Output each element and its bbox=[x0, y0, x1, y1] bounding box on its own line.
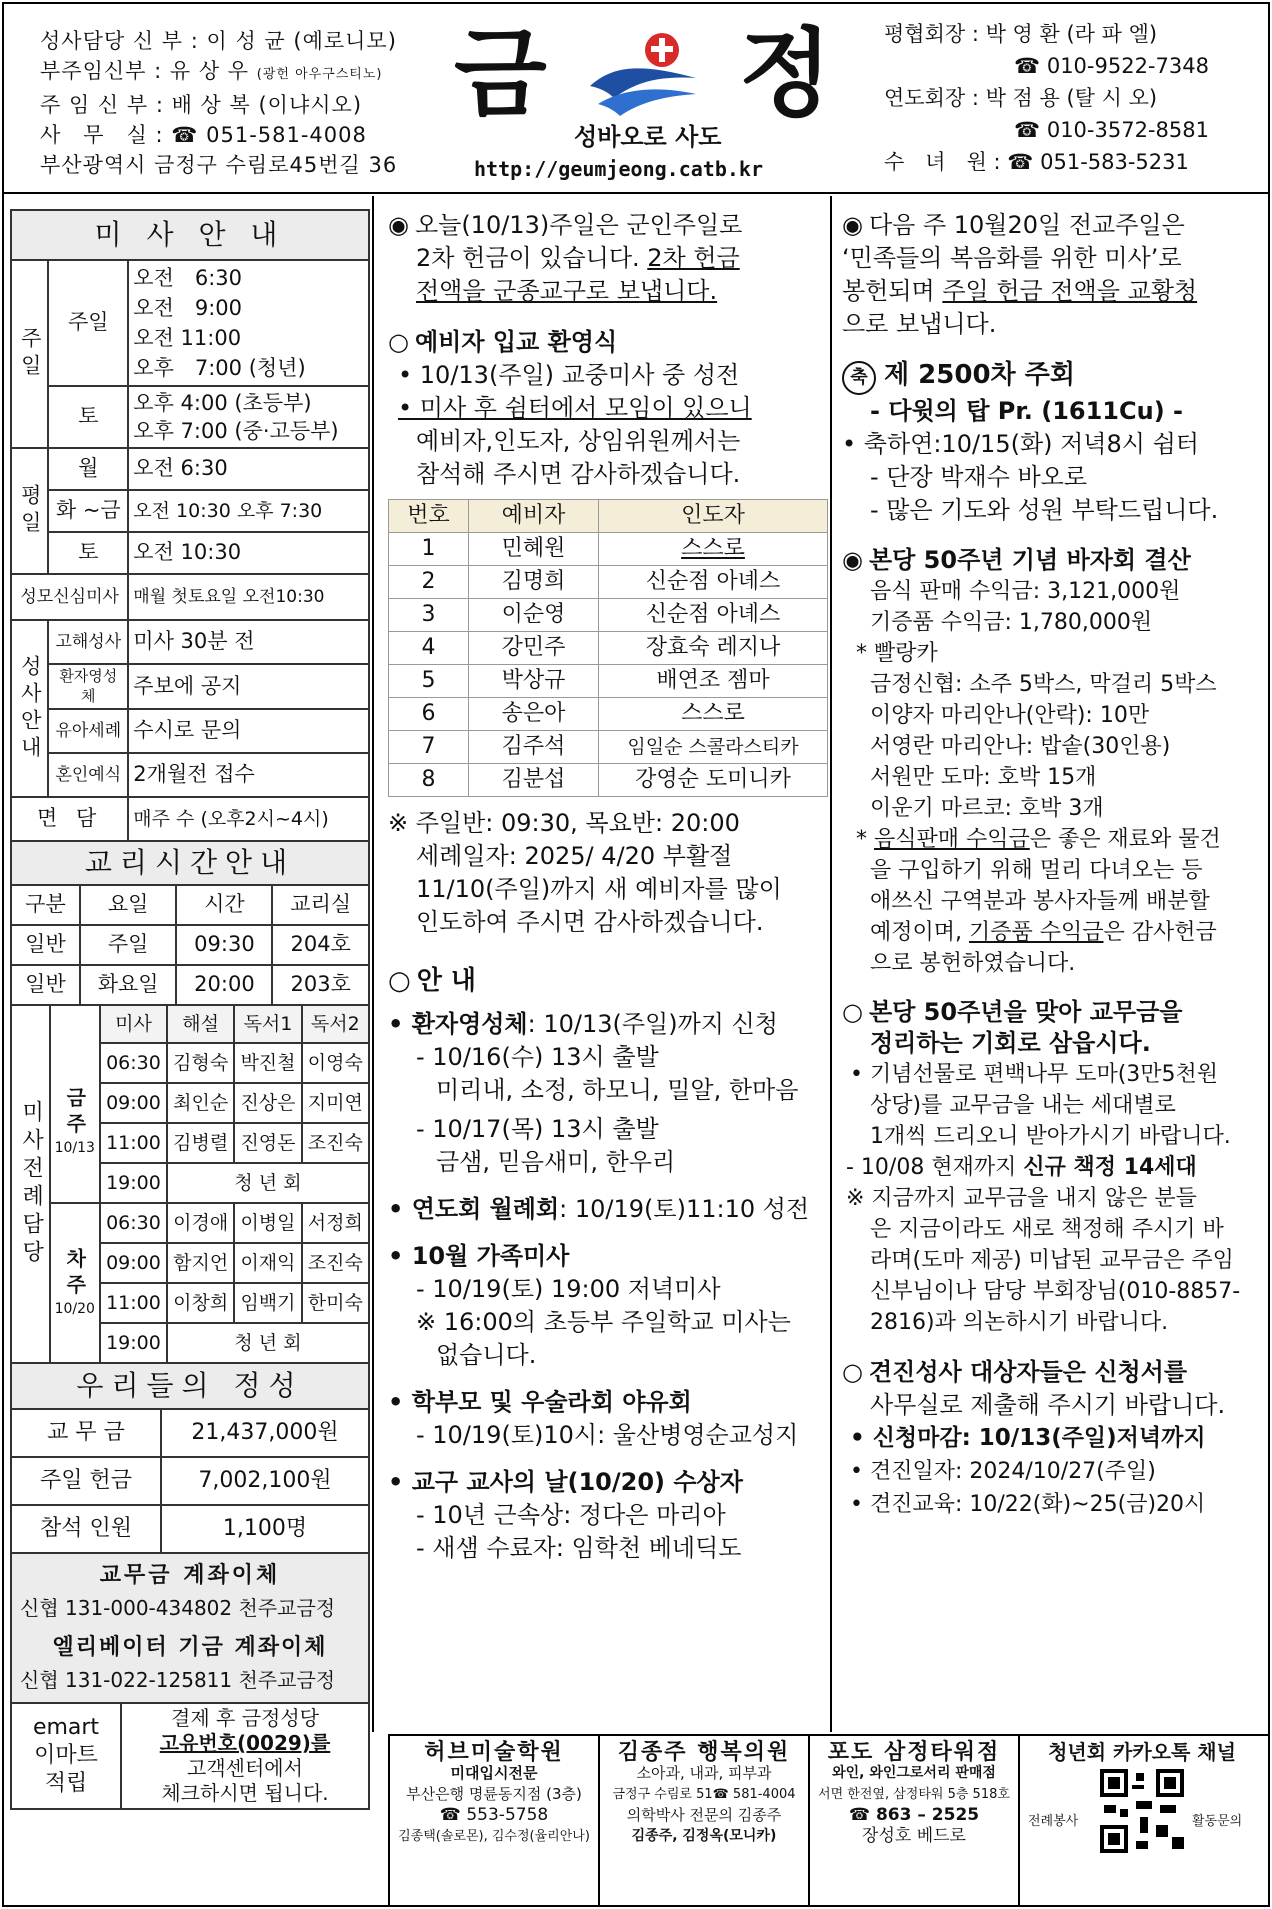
council-contacts bbox=[884, 18, 1209, 178]
ad-herb-art-academy bbox=[388, 1734, 598, 1907]
bulletin-page bbox=[2, 2, 1270, 1907]
catechumen-table bbox=[388, 499, 828, 797]
emart-line: 결제 후 금정성당 bbox=[171, 1706, 319, 1730]
catechism-cell: 화요일 bbox=[80, 965, 177, 1005]
contact-phone: ☎ 010-9522-7348 bbox=[1014, 54, 1209, 78]
catechism-header: 요일 bbox=[80, 885, 177, 925]
heart-mass-label: 성모신심미사 bbox=[11, 574, 128, 620]
liturgy-header: 미사 bbox=[100, 1005, 167, 1043]
saturday-label: 토 bbox=[48, 386, 128, 448]
circle-bullet-icon: ○ bbox=[842, 998, 863, 1026]
notice-text: • 미사 후 쉼터에서 모임이 있으니 bbox=[398, 394, 752, 422]
section-title: 예비자 입교 환영식 bbox=[414, 328, 618, 356]
notice-text: 을 구입하기 위해 멀리 다녀오는 등 bbox=[870, 858, 1203, 883]
section-title: 안 내 bbox=[416, 966, 476, 996]
notice-heading: • 학부모 및 우술라회 야유회 bbox=[388, 1388, 692, 1416]
mass-time: 오전 9:00 bbox=[133, 296, 243, 320]
cand-cell: 스스로 bbox=[599, 698, 828, 731]
notice-text: • 견진일자: 2024/10/27(주일) bbox=[850, 1459, 1156, 1484]
catechumen-note bbox=[388, 807, 828, 939]
offering-label: 교 무 금 bbox=[11, 1409, 161, 1457]
cand-header: 인도자 bbox=[599, 500, 828, 533]
cand-cell: 이순영 bbox=[469, 599, 599, 632]
notice-text: 금샘, 믿음새미, 한우리 bbox=[436, 1148, 676, 1176]
liturgy-cell: 지미연 bbox=[302, 1083, 369, 1123]
offering-table bbox=[10, 1362, 370, 1704]
mass-time: 오후 4:00 (초등부) bbox=[133, 391, 312, 415]
catechism-table bbox=[10, 840, 370, 1006]
week-date: 10/20 bbox=[54, 1300, 95, 1317]
notice-text: 기증품 수익금 bbox=[969, 920, 1104, 945]
bulletin-header bbox=[4, 4, 1268, 194]
notice-text: 으로 보냅니다. bbox=[842, 310, 997, 338]
week-group-label bbox=[50, 1203, 100, 1363]
cand-cell: 3 bbox=[389, 599, 469, 632]
notice-text: 11/10(주일)까지 새 예비자를 많이 bbox=[416, 875, 782, 903]
catechism-cell: 일반 bbox=[11, 965, 80, 1005]
cand-header: 번호 bbox=[389, 500, 469, 533]
offering-label: 주일 헌금 bbox=[11, 1457, 161, 1505]
notice-text: 은 지금이라도 새로 책정해 주시기 바 bbox=[870, 1217, 1224, 1242]
section-title: 정리하는 기회로 삼읍시다. bbox=[870, 1029, 1151, 1057]
mass-time: 오후 7:00 (청년) bbox=[133, 356, 306, 380]
liturgy-cell: 박진철 bbox=[234, 1043, 301, 1083]
ad-happy-clinic bbox=[598, 1734, 808, 1907]
ad-line: 부산은행 명륜동지점 (3층) bbox=[406, 1785, 582, 1803]
account-box bbox=[11, 1553, 369, 1703]
cand-cell: 6 bbox=[389, 698, 469, 731]
liturgy-cell: 이재익 bbox=[234, 1243, 301, 1283]
offering-label: 참석 인원 bbox=[11, 1505, 161, 1553]
notice-text: - 새샘 수료자: 임학천 베네딕도 bbox=[416, 1534, 742, 1562]
ad-line: 미대입시전문 bbox=[450, 1764, 538, 1782]
notice-text: 상당)를 교무금을 내는 세대별로 bbox=[870, 1093, 1176, 1118]
military-sunday-notice bbox=[388, 209, 828, 308]
ad-podo-wine bbox=[808, 1734, 1018, 1907]
liturgy-cell: 19:00 bbox=[100, 1163, 167, 1203]
notice-text: • 기념선물로 편백나무 도마(3만5천원 bbox=[850, 1062, 1219, 1087]
mass-schedule-table bbox=[10, 209, 370, 842]
cand-cell: 신순점 아녜스 bbox=[599, 566, 828, 599]
mass-schedule-title: 미 사 안 내 bbox=[11, 210, 369, 260]
catechism-cell: 09:30 bbox=[176, 925, 272, 965]
saturday-times bbox=[128, 386, 369, 448]
announcements bbox=[388, 965, 828, 1565]
notice-text: * 빨랑카 bbox=[856, 641, 938, 666]
legion-meeting-notice bbox=[842, 359, 1262, 527]
cand-cell: 신순점 아녜스 bbox=[599, 599, 828, 632]
contact-phone: ☎ 010-3572-8581 bbox=[1014, 118, 1209, 142]
notice-text: 2816)과 의논하시기 바랍니다. bbox=[870, 1310, 1169, 1335]
ad-line: 김종주, 김정옥(모니카) bbox=[631, 1828, 777, 1844]
confirmation-notice bbox=[842, 1356, 1262, 1521]
notice-text: ※ 주일반: 09:30, 목요반: 20:00 bbox=[388, 809, 740, 837]
bazaar-settlement bbox=[842, 545, 1262, 979]
cand-cell: 2 bbox=[389, 566, 469, 599]
liturgy-side-label: 미사전례담당 bbox=[11, 1005, 50, 1363]
notice-heading: • 연도회 월례회 bbox=[388, 1195, 560, 1223]
notice-text: 신부님이나 담당 부회장님(010-8857- bbox=[870, 1279, 1241, 1304]
liturgy-youth: 청 년 회 bbox=[167, 1163, 369, 1203]
sponsor-ads bbox=[388, 1734, 1268, 1907]
liturgy-cell: 11:00 bbox=[100, 1283, 167, 1323]
tithe-notice bbox=[842, 997, 1262, 1338]
ad-line: 금정구 수림로 51☎ 581-4004 bbox=[612, 1787, 796, 1802]
elevator-fund-title: 엘리베이터 기금 계좌이체 bbox=[52, 1635, 328, 1660]
liturgy-header: 해설 bbox=[167, 1005, 234, 1043]
circle-bullet-icon: ○ bbox=[388, 328, 409, 356]
mass-time: 오후 7:00 (중·고등부) bbox=[133, 419, 339, 443]
ad-line: 활동문의 bbox=[1192, 1814, 1243, 1829]
staff-line: 성사담당 신 부 : 이 성 균 (예로니모) bbox=[40, 29, 397, 53]
ad-line: 전례봉사 bbox=[1028, 1814, 1079, 1829]
cand-cell: 8 bbox=[389, 764, 469, 797]
parish-url[interactable]: http://geumjeong.catb.kr bbox=[474, 157, 763, 181]
cand-cell: 강민주 bbox=[469, 632, 599, 665]
parish-logo-icon bbox=[584, 24, 704, 124]
weekday-day: 토 bbox=[48, 532, 128, 574]
sunday-label: 주일 bbox=[11, 260, 48, 448]
emart-line: 체크하시면 됩니다. bbox=[161, 1781, 329, 1805]
ad-line: 와인, 와인그로서리 판매점 bbox=[832, 1765, 996, 1781]
ad-phone: ☎ 863 – 2525 bbox=[848, 1805, 980, 1825]
liturgy-cell: 진상은 bbox=[234, 1083, 301, 1123]
notice-text: 예정이며, bbox=[870, 920, 969, 945]
ad-phone: ☎ 553-5758 bbox=[439, 1805, 549, 1825]
weekday-time: 오전 10:30 오후 7:30 bbox=[128, 490, 369, 532]
badge-text: 축 bbox=[850, 367, 868, 388]
liturgy-cell: 한미숙 bbox=[302, 1283, 369, 1323]
cand-cell: 김명희 bbox=[469, 566, 599, 599]
circle-bullet-icon: ○ bbox=[842, 1358, 863, 1386]
catechism-header: 교리실 bbox=[272, 885, 369, 925]
notice-text: 봉헌되며 bbox=[842, 277, 943, 305]
section-title: 제 2500차 주회 bbox=[884, 360, 1075, 390]
emart-points-box bbox=[10, 1702, 370, 1810]
cand-cell: 7 bbox=[389, 731, 469, 764]
notice-heading: • 환자영성체 bbox=[388, 1010, 528, 1038]
sunday-sub-label: 주일 bbox=[48, 260, 128, 386]
liturgy-cell: 진영돈 bbox=[234, 1123, 301, 1163]
cand-cell: 김주석 bbox=[469, 731, 599, 764]
liturgy-duty-table bbox=[10, 1004, 370, 1364]
notice-text: 다음 주 10월20일 전교주일은 bbox=[868, 211, 1185, 239]
catechism-title: 교리시간안내 bbox=[11, 841, 369, 885]
catechism-cell: 204호 bbox=[272, 925, 369, 965]
weekday-day: 월 bbox=[48, 448, 128, 490]
section-title: 본당 50주년 기념 바자회 결산 bbox=[868, 546, 1191, 574]
notice-text: 음식판매 수익금 bbox=[874, 827, 1030, 852]
notice-text: 미리내, 소정, 하모니, 밀알, 한마음 bbox=[436, 1076, 799, 1104]
column-divider bbox=[830, 196, 832, 1732]
offering-value: 1,100명 bbox=[161, 1505, 369, 1553]
notice-text: • 10/13(주일) 교중미사 중 성전 bbox=[398, 361, 740, 389]
celebration-badge-icon bbox=[842, 361, 876, 395]
notice-text: 1개씩 드리오니 받아가시기 바랍니다. bbox=[870, 1124, 1231, 1149]
circle-bullet-icon: ○ bbox=[388, 966, 411, 996]
parish-subtitle: 성바오로 사도 bbox=[574, 123, 722, 151]
notice-text: ‘민족들의 복음화를 위한 미사’로 bbox=[842, 244, 1182, 272]
mass-time: 오전 11:00 bbox=[133, 326, 242, 350]
cand-cell: 임일순 스콜라스티카 bbox=[599, 731, 828, 764]
notice-text: 기증품 수익금: 1,780,000원 bbox=[870, 610, 1153, 635]
interview-label: 면 담 bbox=[11, 797, 128, 841]
liturgy-cell: 조진숙 bbox=[302, 1123, 369, 1163]
week-date: 10/13 bbox=[54, 1140, 95, 1157]
liturgy-header: 독서2 bbox=[302, 1005, 369, 1043]
notice-text: 은 감사헌금 bbox=[1103, 920, 1217, 945]
contact-line: 평협회장 : 박 영 환 (라 파 엘) bbox=[884, 22, 1158, 46]
weekday-label: 평일 bbox=[11, 448, 48, 574]
cand-cell: 김분섭 bbox=[469, 764, 599, 797]
qr-code-icon[interactable] bbox=[1100, 1769, 1184, 1853]
contact-line: 수 녀 원 : ☎ 051-583-5231 bbox=[884, 150, 1189, 174]
cand-cell: 송은아 bbox=[469, 698, 599, 731]
staff-line-note: (광헌 아우구스티노) bbox=[256, 67, 383, 82]
catechumen-welcome bbox=[388, 326, 828, 491]
notice-text: 인도하여 주시면 감사하겠습니다. bbox=[416, 908, 764, 936]
donor-line: 금정신협: 소주 5박스, 막걸리 5박스 bbox=[870, 672, 1217, 697]
sacrament-name: 혼인예식 bbox=[48, 753, 128, 797]
liturgy-cell: 이영숙 bbox=[302, 1043, 369, 1083]
cand-cell: 강영순 도미니카 bbox=[599, 764, 828, 797]
sunday-times bbox=[128, 260, 369, 386]
sacrament-name: 고해성사 bbox=[48, 620, 128, 664]
ad-line: 서면 한전옆, 삼정타워 5층 518호 bbox=[818, 1787, 1010, 1802]
staff-line: 부주임신부 : 유 상 우 bbox=[40, 59, 257, 83]
weekday-time: 오전 6:30 bbox=[128, 448, 369, 490]
liturgy-cell: 함지언 bbox=[167, 1243, 234, 1283]
cand-cell: 박상규 bbox=[469, 665, 599, 698]
sacrament-info: 2개월전 접수 bbox=[128, 753, 369, 797]
cand-cell: 1 bbox=[389, 533, 469, 566]
notice-text: - 10년 근속상: 정다은 마리아 bbox=[416, 1501, 726, 1529]
emart-logo bbox=[11, 1703, 121, 1809]
heart-mass-time: 매월 첫토요일 오전10:30 bbox=[128, 574, 369, 620]
cand-cell: 장효숙 레지나 bbox=[599, 632, 828, 665]
notice-text: 세례일자: 2025/ 4/20 부활절 bbox=[416, 842, 733, 870]
weekday-time: 오전 10:30 bbox=[128, 532, 369, 574]
ad-title: 김종주 행복의원 bbox=[617, 1740, 791, 1765]
tithe-transfer-title: 교무금 계좌이체 bbox=[99, 1563, 281, 1588]
liturgy-youth: 청 년 회 bbox=[167, 1323, 369, 1363]
ad-line: 소아과, 내과, 피부과 bbox=[636, 1764, 772, 1782]
emart-logo-text: 이마트 bbox=[34, 1743, 98, 1768]
week-group-label bbox=[50, 1043, 100, 1203]
catechism-cell: 주일 bbox=[80, 925, 177, 965]
notice-text: 애쓰신 구역분과 봉사자들께 배분할 bbox=[870, 889, 1210, 914]
emart-logo-text: emart bbox=[32, 1715, 100, 1740]
emart-logo-text: 적립 bbox=[44, 1771, 88, 1796]
liturgy-header: 독서1 bbox=[234, 1005, 301, 1043]
mission-sunday-notice bbox=[842, 209, 1262, 341]
offering-title: 우리들의 정성 bbox=[11, 1363, 369, 1409]
mass-time: 오전 6:30 bbox=[133, 266, 243, 290]
notice-text: 으로 봉헌하였습니다. bbox=[870, 951, 1076, 976]
liturgy-cell: 09:00 bbox=[100, 1083, 167, 1123]
weekday-day: 화 ~금 bbox=[48, 490, 128, 532]
sacrament-name: 유아세례 bbox=[48, 709, 128, 753]
contact-line: 연도회장 : 박 점 용 (탈 시 오) bbox=[884, 86, 1158, 110]
catechism-cell: 일반 bbox=[11, 925, 80, 965]
notice-text: - 많은 기도와 성원 부탁드립니다. bbox=[870, 496, 1219, 524]
middle-column bbox=[388, 209, 828, 1583]
notice-text: - 단장 박재수 바오로 bbox=[870, 463, 1088, 491]
notice-text: 2차 헌금 bbox=[647, 244, 740, 272]
ad-youth-kakao bbox=[1018, 1734, 1264, 1907]
notice-bullet-icon: ◉ bbox=[388, 211, 409, 239]
donor-line: 서원만 도마: 호박 15개 bbox=[870, 765, 1097, 790]
notice-text: - 10/17(목) 13시 출발 bbox=[416, 1115, 659, 1143]
notice-text: - 10/19(토) 19:00 저녁미사 bbox=[416, 1275, 721, 1303]
liturgy-cell: 09:00 bbox=[100, 1243, 167, 1283]
notice-text: 오늘(10/13)주일은 군인주일로 bbox=[414, 211, 743, 239]
donor-line: 서영란 마리안나: 밥솥(30인용) bbox=[870, 734, 1171, 759]
liturgy-cell: 이창희 bbox=[167, 1283, 234, 1323]
emart-line: 고객센터에서 bbox=[187, 1756, 303, 1780]
notice-text: 참석해 주시면 감사하겠습니다. bbox=[416, 460, 741, 488]
liturgy-cell: 최인순 bbox=[167, 1083, 234, 1123]
sacrament-info: 미사 30분 전 bbox=[128, 620, 369, 664]
notice-text: 음식 판매 수익금: 3,121,000원 bbox=[870, 579, 1181, 604]
emart-code: 고유번호(0029)를 bbox=[159, 1731, 331, 1755]
notice-text: 은 좋은 재료와 물건 bbox=[1029, 827, 1221, 852]
notice-text: 예비자,인도자, 상임위원께서는 bbox=[416, 427, 741, 455]
section-title: 견진성사 대상자들은 신청서를 bbox=[868, 1358, 1188, 1386]
liturgy-cell: 이경애 bbox=[167, 1203, 234, 1243]
ad-line: 김종택(솔로몬), 김수정(율리안나) bbox=[398, 1829, 590, 1844]
week-label: 금주 bbox=[62, 1087, 87, 1140]
column-divider bbox=[372, 196, 374, 1732]
ad-line: 의학박사 전문의 김종주 bbox=[626, 1806, 782, 1824]
notice-text: 신규 책정 14세대 bbox=[1023, 1155, 1197, 1180]
liturgy-cell: 06:30 bbox=[100, 1043, 167, 1083]
ad-title: 허브미술학원 bbox=[424, 1740, 564, 1765]
notice-text: 전액을 군종교구로 보냅니다. bbox=[416, 277, 718, 305]
catechism-header: 시간 bbox=[176, 885, 272, 925]
cand-cell: 스스로 bbox=[599, 533, 828, 566]
cand-cell: 민혜원 bbox=[469, 533, 599, 566]
ad-title: 포도 삼정타워점 bbox=[827, 1740, 1001, 1765]
liturgy-cell: 06:30 bbox=[100, 1203, 167, 1243]
notice-text: - 10/08 현재까지 bbox=[846, 1155, 1024, 1180]
right-column bbox=[842, 209, 1262, 1539]
ad-title: 청년회 카카오톡 채널 bbox=[1048, 1740, 1236, 1764]
notice-text: ※ 16:00의 초등부 주일학교 미사는 bbox=[416, 1308, 791, 1336]
notice-text: • 축하연:10/15(화) 저녁8시 쉼터 bbox=[842, 430, 1199, 458]
staff-line: 주 임 신 부 : 배 상 복 (이냐시오) bbox=[40, 93, 363, 117]
notice-bullet-icon: ◉ bbox=[842, 546, 863, 574]
cand-cell: 4 bbox=[389, 632, 469, 665]
sacrament-name: 환자영성체 bbox=[48, 664, 128, 709]
office-phone: 사 무 실 : ☎ 051-581-4008 bbox=[40, 123, 367, 147]
tithe-account: 신협 131-000-434802 천주교금정 bbox=[20, 1596, 336, 1620]
liturgy-cell: 김병렬 bbox=[167, 1123, 234, 1163]
catechism-header: 구분 bbox=[11, 885, 80, 925]
cand-cell: 배연조 젬마 bbox=[599, 665, 828, 698]
notice-subtitle: - 다윗의 탑 Pr. (1611Cu) - bbox=[870, 397, 1183, 425]
liturgy-cell: 김형숙 bbox=[167, 1043, 234, 1083]
notice-text: 라며(도마 제공) 미납된 교무금은 주임 bbox=[870, 1248, 1234, 1273]
notice-bullet-icon: ◉ bbox=[842, 211, 863, 239]
offering-value: 7,002,100원 bbox=[161, 1457, 369, 1505]
notice-text: ※ 지금까지 교무금을 내지 않은 분들 bbox=[846, 1186, 1197, 1211]
notice-text: 주일 헌금 전액을 교황청 bbox=[942, 277, 1198, 305]
emart-instructions bbox=[121, 1703, 369, 1809]
notice-heading: • 교구 교사의 날(10/20) 수상자 bbox=[388, 1468, 743, 1496]
sacrament-info: 주보에 공지 bbox=[128, 664, 369, 709]
liturgy-cell: 11:00 bbox=[100, 1123, 167, 1163]
notice-text: : 10/13(주일)까지 신청 bbox=[527, 1010, 778, 1038]
bulletin-title bbox=[444, 14, 844, 184]
catechism-cell: 203호 bbox=[272, 965, 369, 1005]
notice-text: • 견진교육: 10/22(화)~25(금)20시 bbox=[850, 1492, 1206, 1517]
offering-value: 21,437,000원 bbox=[161, 1409, 369, 1457]
cand-header: 예비자 bbox=[469, 500, 599, 533]
notice-text: - 10/19(토)10시: 울산병영순교성지 bbox=[416, 1421, 799, 1449]
liturgy-cell: 19:00 bbox=[100, 1323, 167, 1363]
notice-text: 없습니다. bbox=[436, 1341, 537, 1369]
liturgy-cell: 임백기 bbox=[234, 1283, 301, 1323]
cand-cell: 5 bbox=[389, 665, 469, 698]
left-column bbox=[10, 209, 370, 1810]
title-char-jeong: 정 bbox=[739, 18, 832, 130]
notice-text: 2차 헌금이 있습니다. bbox=[416, 244, 648, 272]
liturgy-cell: 조진숙 bbox=[302, 1243, 369, 1283]
catechism-cell: 20:00 bbox=[176, 965, 272, 1005]
interview-info: 매주 수 (오후2시~4시) bbox=[128, 797, 369, 841]
title-char-geum: 금 bbox=[454, 18, 547, 130]
donor-line: 이운기 마르코: 호박 3개 bbox=[870, 796, 1104, 821]
ad-line: 장성호 베드로 bbox=[862, 1826, 966, 1846]
parish-address: 부산광역시 금정구 수림로45번길 36 bbox=[40, 153, 398, 177]
sacrament-label: 성사안내 bbox=[11, 620, 48, 797]
notice-text: - 10/16(수) 13시 출발 bbox=[416, 1043, 659, 1071]
notice-text: * bbox=[856, 827, 874, 852]
notice-heading: • 10월 가족미사 bbox=[388, 1242, 570, 1270]
liturgy-cell: 이병일 bbox=[234, 1203, 301, 1243]
notice-text: 사무실로 제출해 주시기 바랍니다. bbox=[870, 1391, 1226, 1419]
section-title: 본당 50주년을 맞아 교무금을 bbox=[868, 998, 1183, 1026]
notice-text: : 10/19(토)11:10 성전 bbox=[559, 1195, 810, 1223]
week-label: 차주 bbox=[62, 1247, 87, 1300]
donor-line: 이양자 마리안나(안락): 10만 bbox=[870, 703, 1150, 728]
notice-text: • 신청마감: 10/13(주일)저녁까지 bbox=[850, 1425, 1206, 1451]
parish-staff-info bbox=[40, 26, 397, 180]
elevator-account: 신협 131-022-125811 천주교금정 bbox=[20, 1668, 336, 1692]
liturgy-cell: 서정희 bbox=[302, 1203, 369, 1243]
sacrament-info: 수시로 문의 bbox=[128, 709, 369, 753]
